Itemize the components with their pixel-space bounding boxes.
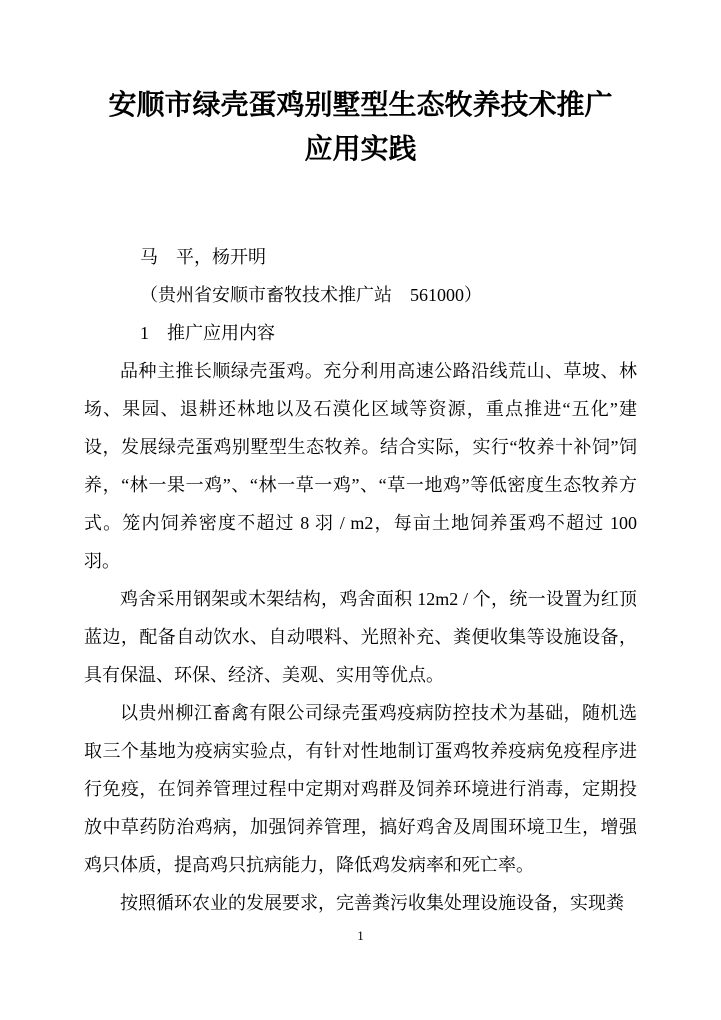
title-line-1: 安顺市绿壳蛋鸡别墅型生态牧养技术推广	[108, 90, 613, 121]
body-paragraph-2: 鸡舍采用钢架或木架结构，鸡舍面积 12m2 / 个，统一设置为红顶蓝边，配备自动饮水、自动喂料、光照补充、粪便收集等设施设备，具有保温、环保、经济、美观、实用等优点。	[84, 589, 637, 685]
page-number: 1	[357, 928, 364, 943]
body-paragraph-4: 按照循环农业的发展要求，完善粪污收集处理设施设备，实现粪	[120, 893, 624, 913]
document-body	[84, 352, 637, 922]
meta-block	[84, 238, 637, 352]
section-heading: 1 推广应用内容	[140, 323, 275, 343]
body-paragraph-3: 以贵州柳江畜禽有限公司绿壳蛋鸡疫病防控技术为基础，随机选取三个基地为疫病实验点，有针对性地制订蛋鸡牧养疫病免疫程序进行免疫，在饲养管理过程中定期对鸡群及饲养环境进行消毒，定期投放中草药防治鸡病，加强饲养管理，搞好鸡舍及周围环境卫生，增强鸡只体质，提高鸡只抗病能力，降低鸡发病率和死亡率。	[84, 703, 637, 875]
affiliation-line: （贵州省安顺市畜牧技术推广站 561000）	[140, 285, 482, 305]
body-paragraph-1: 品种主推长顺绿壳蛋鸡。充分利用高速公路沿线荒山、草坡、林场、果园、退耕还林地以及石漠化区域等资源，重点推进“五化”建设，发展绿壳蛋鸡别墅型生态牧养。结合实际，实行“牧养十补饲”饲养，“林一果一鸡”、“林一草一鸡”、“草一地鸡”等低密度生态牧养方式。笼内饲养密度不超过 8 羽 / m2，每亩土地饲养蛋鸡不超过 100 羽。	[84, 361, 637, 571]
document-title	[84, 84, 637, 172]
authors-line: 马 平，杨开明	[140, 247, 266, 267]
title-line-2: 应用实践	[304, 134, 417, 165]
